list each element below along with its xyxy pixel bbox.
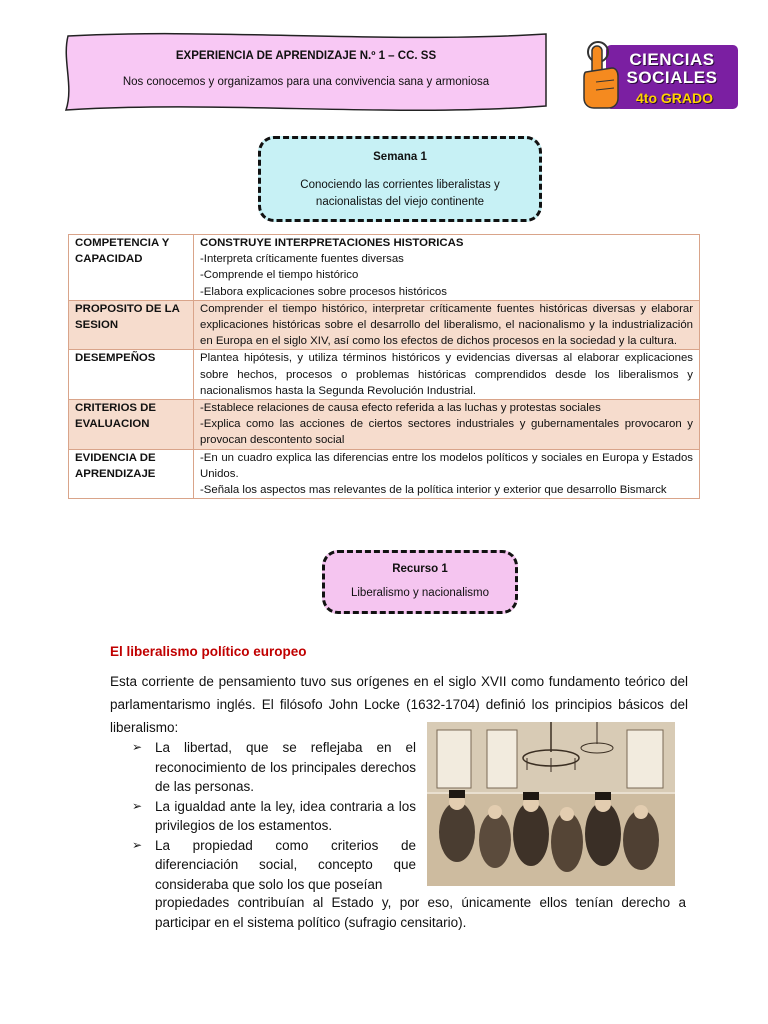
- row-value: Comprender el tiempo histórico, interpretar críticamente fuentes históricas diversas y elaborar explicaciones históricas sobre el desarrollo del liberalismo, el nacionalismo y la industrialización en Europa en el siglo XIV, así como los efectos de dichos procesos en la sociedad y la cultura.: [194, 300, 700, 350]
- section-intro: Esta corriente de pensamiento tuvo sus orígenes en el siglo XVII como fundamento teórico del parlamentarismo inglés. El filósofo John Locke (1632-1704) definió los principios básicos del liberalismo:: [110, 674, 688, 735]
- logo-line-2: SOCIALES: [626, 68, 718, 87]
- arrow-bullet-icon: ➢: [132, 837, 143, 852]
- criteria-line: -Establece relaciones de causa efecto referida a las luchas y protestas sociales: [200, 402, 601, 415]
- logo-grade: 4to GRADO: [636, 90, 713, 106]
- row-key: DESEMPEÑOS: [69, 350, 194, 400]
- list-item-text: La propiedad como criterios de diferenciación social, concepto que consideraba que solo los que poseían: [155, 837, 416, 892]
- section-title: El liberalismo político europeo: [110, 644, 307, 659]
- table-row: [69, 300, 700, 350]
- resource-topic: Liberalismo y nacionalismo: [350, 587, 490, 599]
- table-row: [69, 400, 700, 450]
- experience-subtitle: Nos conocemos y organizamos para una convivencia sana y armoniosa: [122, 76, 490, 88]
- row-key: EVIDENCIA DE APRENDIZAJE: [69, 449, 194, 499]
- banner-ribbon-shape: [60, 30, 552, 114]
- capacity-line: -Comprende el tiempo histórico: [200, 269, 359, 282]
- header-banner: [60, 30, 552, 114]
- list-item-text: La libertad, que se reflejaba en el reconocimiento de los principales derechos de las personas.: [155, 740, 416, 794]
- resource-label: Recurso 1: [392, 563, 448, 575]
- competency-table: [68, 234, 700, 499]
- evidence-line: -Señala los aspectos mas relevantes de la política interior y exterior que desarrollo Bismarck: [200, 484, 667, 497]
- ciencias-sociales-logo: [576, 38, 740, 112]
- capacity-line: -Interpreta críticamente fuentes diversas: [200, 253, 404, 266]
- row-key: CRITERIOS DE EVALUACION: [69, 400, 194, 450]
- principles-list: [132, 738, 416, 894]
- week-topic: Conociendo las corrientes liberalistas y nacionalistas del viejo continente: [300, 179, 500, 208]
- arrow-bullet-icon: ➢: [132, 740, 143, 754]
- parliament-engraving-image: [427, 722, 675, 886]
- row-value: [194, 235, 700, 301]
- row-value: [194, 449, 700, 499]
- logo-line-1: CIENCIAS: [629, 50, 715, 69]
- capacity-line: -Elabora explicaciones sobre procesos históricos: [200, 285, 447, 298]
- table-row: [69, 449, 700, 499]
- criteria-line: -Explica como las acciones de ciertos sectores industriales y gubernamentales provocaron y provocan descontento social: [200, 418, 693, 447]
- experience-title: EXPERIENCIA DE APRENDIZAJE N.º 1 – CC. SS: [175, 50, 437, 62]
- table-row: [69, 235, 700, 301]
- row-value: [194, 400, 700, 450]
- week-label: Semana 1: [373, 151, 427, 163]
- list-item: [132, 797, 416, 836]
- row-key: COMPETENCIA Y CAPACIDAD: [69, 235, 194, 301]
- resource-box: [322, 550, 518, 614]
- bullet-continuation: propiedades contribuían al Estado y, por eso, únicamente ellos tenían derecho a participar en el sistema político (sufragio censitario).: [155, 895, 686, 930]
- row-key: PROPOSITO DE LA SESION: [69, 300, 194, 350]
- list-item-text: La igualdad ante la ley, idea contraria a los privilegios de los estamentos.: [155, 798, 416, 833]
- competency-heading: CONSTRUYE INTERPRETACIONES HISTORICAS: [200, 237, 464, 249]
- row-value: Plantea hipótesis, y utiliza términos históricos y evidencias diversas al elaborar explicaciones sobre hechos, procesos o problemas históricas comprendidos desde los liberalismos y nacionalismos hasta la Segunda Revolución Industrial.: [194, 350, 700, 400]
- evidence-line: -En un cuadro explica las diferencias entre los modelos políticos y sociales en Europa y Estados Unidos.: [200, 451, 693, 480]
- arrow-bullet-icon: ➢: [132, 798, 143, 813]
- week-box: [258, 136, 542, 222]
- table-row: [69, 350, 700, 400]
- list-item: [132, 836, 416, 895]
- list-item: [132, 738, 416, 797]
